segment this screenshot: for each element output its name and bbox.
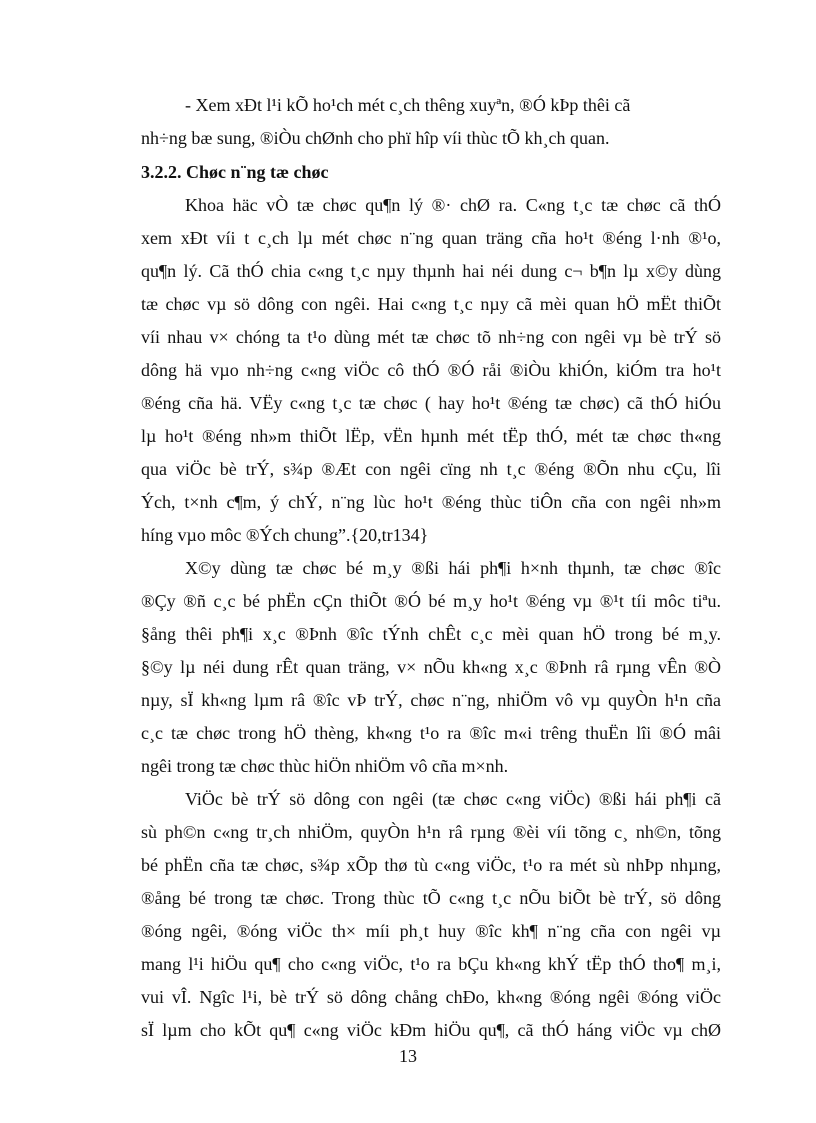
body-line: X©y dùng tæ chøc bé m¸y ®ßi hái ph¶i h×nh thµnh, tæ chøc ®îc xyxy=(185,558,721,578)
body-line: nµy, sÏ kh«ng lµm râ ®îc vÞ trÝ, chøc n¨ng, nhiÖm vô vµ quyÒn h¹n cña xyxy=(141,690,721,710)
section-heading: 3.2.2. Chøc n¨ng tæ chøc xyxy=(141,162,329,182)
body-line: mang l¹i hiÖu qu¶ cho c«ng viÖc, t¹o ra bÇu kh«ng khÝ tËp thÓ tho¶ m¸i, xyxy=(141,954,721,974)
body-line: ViÖc bè trÝ sö dông con ngêi (tæ chøc c«ng viÖc) ®ßi hái ph¶i cã xyxy=(185,789,721,809)
body-line: dông hä vµo nh÷ng c«ng viÖc cô thÓ ®Ó råi ®iÒu khiÓn, kiÓm tra ho¹t xyxy=(141,360,721,380)
page-number: 13 xyxy=(399,1046,417,1066)
body-line: vui vÎ. Ngîc l¹i, bè trÝ sö dông chång chÐo, kh«ng ®óng ngêi ®óng viÖc xyxy=(141,987,721,1007)
body-line: víi nhau v× chóng ta t¹o dùng mét tæ chøc tõ nh÷ng con ngêi vµ bè trÝ sö xyxy=(141,327,721,347)
body-line: ®óng ngêi, ®óng viÖc th× míi ph¸t huy ®îc kh¶ n¨ng cña con ngêi vµ xyxy=(141,921,721,941)
body-line: qua viÖc bè trÝ, s¾p ®Æt con ngêi cïng nh t¸c ®éng ®Õn nhu cÇu, lîi xyxy=(141,459,721,479)
body-line: qu¶n lý. Cã thÓ chia c«ng t¸c nµy thµnh hai néi dung c¬ b¶n lµ x©y dùng xyxy=(141,261,721,281)
body-line: c¸c tæ chøc trong hÖ thèng, kh«ng t¹o ra ®îc m«i trêng thuËn lîi ®Ó mâi xyxy=(141,723,721,743)
body-line: xem xÐt víi t c¸ch lµ mét chøc n¨ng quan träng cña ho¹t ®éng l·nh ®¹o, xyxy=(141,228,721,248)
body-line: sÏ lµm cho kÕt qu¶ c«ng viÖc kÐm hiÖu qu¶, cã thÓ háng viÖc vµ chØ xyxy=(141,1020,721,1040)
body-line: tæ chøc vµ sö dông con ngêi. Hai c«ng t¸c nµy cã mèi quan hÖ mËt thiÕt xyxy=(141,294,721,314)
body-line: híng vµo môc ®Ých chung”.{20,tr134} xyxy=(141,525,429,545)
body-line: ®éng cña hä. VËy c«ng t¸c tæ chøc ( hay ho¹t ®éng tæ chøc) cã thÓ hiÓu xyxy=(141,393,721,413)
body-line: Ých, t×nh c¶m, ý chÝ, n¨ng lùc ho¹t ®éng thùc tiÔn cña con ngêi nh»m xyxy=(141,492,721,512)
body-line: §©y lµ néi dung rÊt quan träng, v× nÕu kh«ng x¸c ®Þnh râ rµng vÊn ®Ò xyxy=(141,657,721,677)
body-line: Khoa häc vÒ tæ chøc qu¶n lý ®· chØ ra. C«ng t¸c tæ chøc cã thÓ xyxy=(185,195,721,215)
body-line: lµ ho¹t ®éng nh»m thiÕt lËp, vËn hµnh mét tËp thÓ, mét tæ chøc th«ng xyxy=(141,426,721,446)
body-line: ®ång bé trong tæ chøc. Trong thùc tÕ c«ng t¸c nÕu biÕt bè trÝ, sö dông xyxy=(141,888,721,908)
body-line: sù ph©n c«ng tr¸ch nhiÖm, quyÒn h¹n râ rµng ®èi víi tõng c¸ nh©n, tõng xyxy=(141,822,721,842)
body-line: nh÷ng bæ sung, ®iÒu chØnh cho phï hîp víi thùc tÕ kh¸ch quan. xyxy=(141,128,610,148)
body-line: ®Çy ®ñ c¸c bé phËn cÇn thiÕt ®Ó bé m¸y ho¹t ®éng vµ ®¹t tíi môc tiªu. xyxy=(141,591,721,611)
body-line: - Xem xÐt l¹i kÕ ho¹ch mét c¸ch thêng xuyªn, ®Ó kÞp thêi cã xyxy=(185,95,631,115)
body-line: ngêi trong tæ chøc thùc hiÖn nhiÖm vô cña m×nh. xyxy=(141,756,509,776)
body-line: bé phËn cña tæ chøc, s¾p xÕp thø tù c«ng viÖc, t¹o ra mét sù nhÞp nhµng, xyxy=(141,855,721,875)
body-line: §ång thêi ph¶i x¸c ®Þnh ®îc tÝnh chÊt c¸c mèi quan hÖ trong bé m¸y. xyxy=(141,624,721,644)
